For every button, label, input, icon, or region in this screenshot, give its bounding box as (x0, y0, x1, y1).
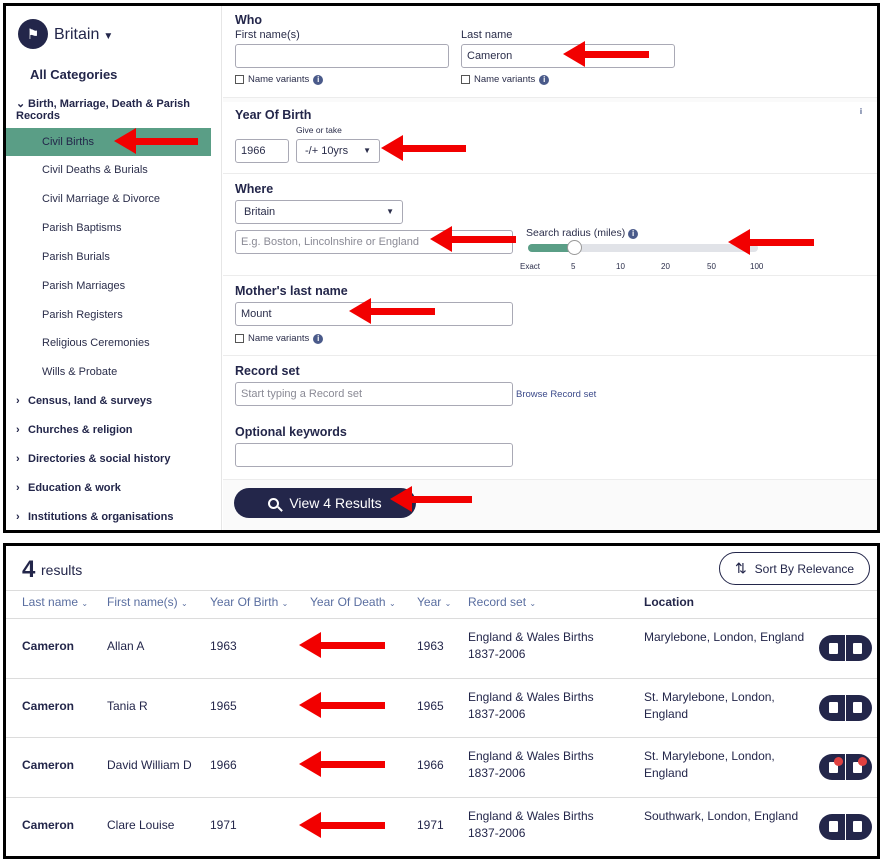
record-actions[interactable] (819, 695, 872, 721)
info-icon[interactable]: i (859, 107, 863, 116)
keywords-heading: Optional keywords (235, 425, 347, 439)
cell-year: 1966 (417, 758, 444, 772)
name-variants-label: Name variants (248, 74, 310, 85)
chevron-right-icon: › (16, 511, 20, 523)
row-divider (6, 678, 880, 679)
col-year-of-birth[interactable] (210, 595, 288, 609)
country-value: Britain (244, 206, 276, 218)
viewed-badge-icon (834, 757, 843, 766)
mother-name-variants[interactable] (235, 333, 323, 344)
cell-first-name: Clare Louise (107, 817, 175, 832)
country-select[interactable] (235, 200, 403, 224)
cell-year: 1963 (417, 639, 444, 653)
category-label: Census, land & surveys (28, 395, 153, 407)
category-churches[interactable] (16, 424, 133, 436)
keywords-field[interactable] (235, 443, 513, 467)
record-document-icon[interactable] (829, 762, 838, 773)
info-icon[interactable]: i (313, 334, 323, 344)
chevron-down-icon: ⌄ (81, 599, 89, 608)
year-range-select[interactable] (296, 139, 380, 163)
chevron-down-icon: ⌄ (281, 599, 289, 608)
results-count: 4 (22, 556, 36, 583)
col-label: Year Of Birth (210, 595, 279, 609)
category-bmd[interactable] (16, 98, 206, 122)
cell-last-name: Cameron (22, 817, 75, 832)
cell-location: Southwark, London, England (644, 808, 799, 823)
cell-record-set[interactable]: England & Wales Births 1837-2006 (468, 630, 594, 661)
category-label: Directories & social history (28, 453, 171, 465)
chevron-right-icon: › (16, 453, 20, 465)
col-label: Year (417, 595, 442, 609)
chevron-right-icon: › (16, 424, 20, 436)
caret-down-icon: ▼ (386, 207, 394, 216)
cell-year-of-birth: 1966 (210, 758, 237, 772)
sort-icon: ⇅ (734, 560, 747, 576)
radius-tick: 100 (750, 262, 764, 271)
radius-tick: 10 (616, 262, 625, 271)
sidebar-item-parish-baptisms[interactable]: Parish Baptisms (42, 222, 122, 234)
checkbox[interactable] (235, 75, 244, 84)
radius-tick: Exact (520, 262, 541, 271)
recordset-section (223, 356, 880, 480)
radius-slider-handle[interactable] (567, 240, 582, 255)
col-label: Record set (468, 595, 527, 609)
cell-record-set[interactable]: England & Wales Births 1837-2006 (468, 689, 594, 721)
sidebar-item-civil-marriage[interactable]: Civil Marriage & Divorce (42, 193, 160, 205)
cell-year: 1965 (417, 698, 444, 713)
cell-last-name: Cameron (22, 698, 75, 713)
col-first-name[interactable] (107, 595, 188, 609)
col-label: Year Of Death (310, 595, 386, 609)
cell-last-name: Cameron (22, 758, 75, 772)
chevron-down-icon: ⌄ (181, 599, 188, 608)
cell-last-name: Cameron (22, 639, 75, 653)
where-section (223, 174, 880, 276)
category-sidebar (6, 6, 222, 530)
sort-button[interactable] (719, 552, 870, 585)
record-actions[interactable] (819, 814, 872, 840)
britain-map-icon: ⚑ (18, 19, 48, 49)
category-education[interactable] (16, 482, 121, 494)
cell-record-set[interactable]: England & Wales Births 1837-2006 (468, 808, 594, 840)
sort-label: Sort By Relevance (754, 561, 855, 576)
caret-down-icon: ▼ (103, 31, 114, 42)
category-directories[interactable] (16, 453, 170, 465)
radius-label-text: Search radius (miles) (526, 227, 626, 239)
yob-heading: Year Of Birth (235, 108, 312, 122)
cell-location: St. Marylebone, London, England (644, 749, 775, 780)
category-institutions[interactable] (16, 511, 173, 523)
info-icon[interactable]: i (313, 75, 323, 85)
divider (6, 618, 880, 619)
col-year[interactable] (417, 595, 451, 609)
chevron-right-icon: › (16, 395, 20, 407)
cell-first-name: David William D (107, 758, 192, 772)
cell-location: Marylebone, London, England (644, 630, 805, 644)
row-divider (6, 797, 880, 798)
divider (845, 754, 846, 780)
category-label: Education & work (28, 482, 121, 494)
sidebar-item-civil-deaths[interactable]: Civil Deaths & Burials (42, 164, 148, 176)
first-name-label: First name(s) (235, 29, 300, 41)
chevron-right-icon: › (16, 482, 20, 494)
region-label: Britain (54, 26, 100, 43)
cell-first-name: Tania R (107, 698, 148, 713)
mother-section (223, 276, 880, 356)
browse-recordset-link[interactable]: Browse Record set (516, 389, 597, 400)
radius-tick: 20 (661, 262, 670, 271)
record-actions[interactable] (819, 754, 872, 780)
who-section (223, 6, 880, 98)
search-panel (3, 3, 880, 533)
category-label: Institutions & organisations (28, 511, 174, 523)
record-image-icon[interactable] (853, 702, 862, 713)
sidebar-item-civil-births[interactable]: Civil Births (6, 128, 211, 156)
record-document-icon[interactable] (829, 821, 838, 832)
view-results-button[interactable] (234, 488, 416, 518)
divider (845, 635, 846, 661)
chevron-down-icon: ⌄ (16, 98, 26, 110)
info-icon[interactable]: i (539, 75, 549, 85)
name-variants-label: Name variants (248, 333, 310, 344)
search-form (223, 6, 880, 530)
checkbox[interactable] (461, 75, 470, 84)
record-image-icon[interactable] (853, 821, 862, 832)
checkbox[interactable] (235, 334, 244, 343)
cell-year-of-birth: 1963 (210, 639, 237, 653)
chevron-down-icon: ⌄ (444, 599, 452, 608)
col-year-of-death[interactable] (310, 595, 396, 609)
year-range-value: -/+ 10yrs (305, 145, 349, 157)
region-selector[interactable] (54, 26, 113, 44)
viewed-badge-icon (858, 757, 867, 766)
view-results-label: View 4 Results (289, 495, 382, 511)
recordset-field[interactable]: Start typing a Record set (235, 382, 513, 406)
search-icon (268, 498, 279, 509)
sidebar-item-parish-marriages[interactable]: Parish Marriages (42, 280, 126, 292)
record-image-icon[interactable] (853, 643, 862, 654)
radius-tick: 50 (707, 262, 716, 271)
name-variants-label: Name variants (474, 74, 536, 85)
info-icon[interactable]: i (628, 229, 638, 239)
last-name-label: Last name (461, 29, 513, 41)
divider (845, 695, 846, 721)
col-location: Location (644, 595, 694, 609)
radius-label (526, 227, 638, 239)
radius-slider[interactable] (528, 244, 758, 252)
mother-heading: Mother's last name (235, 284, 348, 298)
recordset-heading: Record set (235, 364, 300, 378)
sidebar-item-parish-registers[interactable]: Parish Registers (42, 309, 123, 321)
last-name-variants[interactable] (461, 74, 549, 85)
cell-first-name: Allan A (107, 639, 145, 653)
divider (845, 814, 846, 840)
col-last-name[interactable] (22, 595, 88, 609)
radius-tick: 5 (571, 262, 576, 271)
place-field[interactable]: E.g. Boston, Lincolnshire or England (235, 230, 513, 254)
col-record-set[interactable] (468, 595, 536, 609)
category-label: Birth, Marriage, Death & Parish Records (16, 98, 190, 122)
record-actions[interactable] (819, 635, 872, 661)
year-of-birth-field[interactable]: 1966 (235, 139, 289, 163)
yob-section (223, 102, 880, 174)
cell-year: 1971 (417, 817, 444, 832)
first-name-variants[interactable] (235, 74, 323, 85)
first-name-field[interactable] (235, 44, 449, 68)
where-heading: Where (235, 182, 274, 196)
mother-last-name-field[interactable]: Mount (235, 302, 513, 326)
record-image-icon[interactable] (853, 762, 862, 773)
last-name-field[interactable]: Cameron (461, 44, 675, 68)
row-divider (6, 737, 880, 738)
divider (6, 590, 880, 591)
col-label: First name(s) (107, 595, 178, 609)
chevron-down-icon: ⌄ (529, 599, 537, 608)
caret-down-icon: ▼ (363, 146, 371, 155)
category-label: Churches & religion (28, 424, 133, 436)
give-or-take-label: Give or take (296, 125, 342, 135)
who-heading: Who (235, 13, 263, 27)
sidebar-item-wills-probate[interactable]: Wills & Probate (42, 366, 118, 378)
cell-location: St. Marylebone, London, England (644, 689, 775, 721)
record-document-icon[interactable] (829, 702, 838, 713)
category-census[interactable] (16, 395, 152, 407)
sidebar-item-religious-ceremonies[interactable]: Religious Ceremonies (42, 337, 150, 349)
results-panel (3, 543, 880, 859)
all-categories-link[interactable]: All Categories (30, 67, 118, 82)
chevron-down-icon: ⌄ (388, 599, 396, 608)
cell-year-of-birth: 1965 (210, 698, 237, 713)
results-count-label: results (41, 562, 83, 578)
col-label: Last name (22, 595, 79, 609)
sidebar-item-parish-burials[interactable]: Parish Burials (42, 251, 110, 263)
cell-record-set[interactable]: England & Wales Births 1837-2006 (468, 749, 594, 780)
cell-year-of-birth: 1971 (210, 817, 237, 832)
record-document-icon[interactable] (829, 643, 838, 654)
